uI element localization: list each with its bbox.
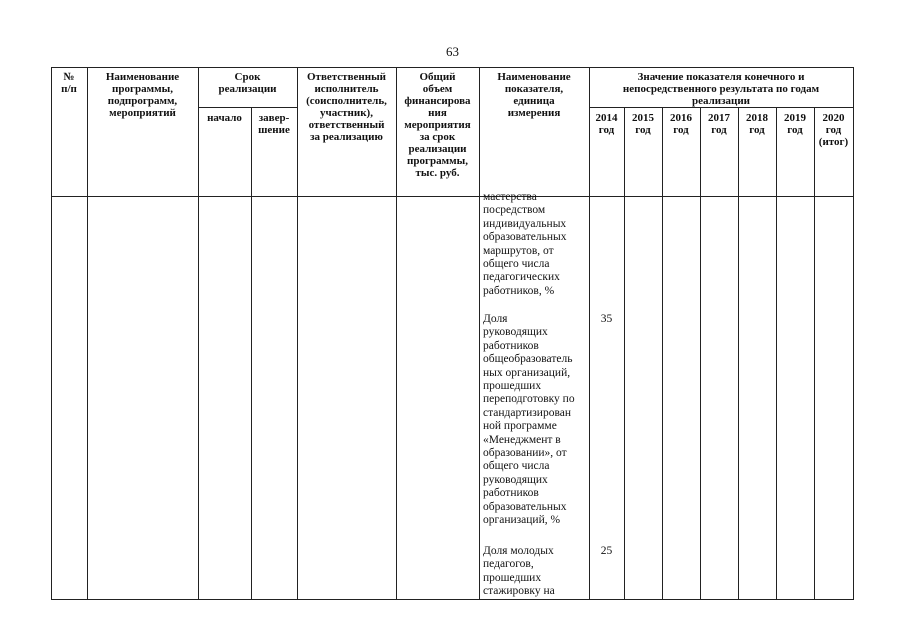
- table-border-top: [51, 67, 854, 68]
- indicator-cell: Доля руководящих работников общеобразователь ных организаций, прошедших переподготовку по стандартизирован ной программе «Менеджмент в образовании», от общего числа руководящих работников образовательных организаций, %: [483, 313, 575, 527]
- header-funding: Общий объем финансирова ния мероприятия за срок реализации программы, тыс. руб.: [404, 71, 471, 179]
- col-line: [624, 107, 625, 600]
- header-year: 2020 год (итог): [818, 112, 849, 148]
- value-2014: 25: [600, 545, 613, 557]
- col-line: [297, 67, 298, 600]
- header-num: № п/п: [61, 71, 77, 95]
- col-line: [198, 67, 199, 600]
- header-year: 2018 год: [746, 112, 768, 136]
- col-line: [814, 107, 815, 600]
- col-line: [589, 67, 590, 600]
- table-border-left: [51, 67, 52, 600]
- page-number: 63: [446, 44, 459, 59]
- col-line: [87, 67, 88, 600]
- header-executor: Ответственный исполнитель (соисполнитель, участник), ответственный за реализацию: [306, 71, 387, 143]
- value-2014: 35: [600, 313, 613, 325]
- header-separator: [51, 196, 854, 197]
- table-border-right: [853, 67, 854, 600]
- indicator-cell: Доля молодых педагогов, прошедших стажировку на: [483, 545, 555, 598]
- table-border-bottom: [51, 599, 854, 600]
- header-term-end: завер- шение: [258, 112, 290, 136]
- col-line: [251, 107, 252, 600]
- col-line: [700, 107, 701, 600]
- header-term-start: начало: [207, 112, 242, 124]
- col-line: [662, 107, 663, 600]
- header-indicator: Наименование показателя, единица измерения: [497, 71, 571, 119]
- term-subheader-line: [198, 107, 297, 108]
- col-line: [738, 107, 739, 600]
- program-table: [51, 67, 854, 600]
- header-year: 2015 год: [632, 112, 654, 136]
- header-values-group: Значение показателя конечного и непосредственного результата по годам реализации: [622, 71, 820, 107]
- header-year: 2017 год: [708, 112, 730, 136]
- header-year: 2019 год: [784, 112, 806, 136]
- header-year: 2016 год: [670, 112, 692, 136]
- header-name: Наименование программы, подпрограмм, мероприятий: [105, 71, 180, 119]
- col-line: [479, 67, 480, 600]
- header-term: Срок реализации: [218, 71, 277, 95]
- indicator-cell: мастерства посредством индивидуальных образовательных маршрутов, от общего числа педагогических работников, %: [483, 191, 567, 297]
- col-line: [776, 107, 777, 600]
- header-year: 2014 год: [595, 112, 618, 136]
